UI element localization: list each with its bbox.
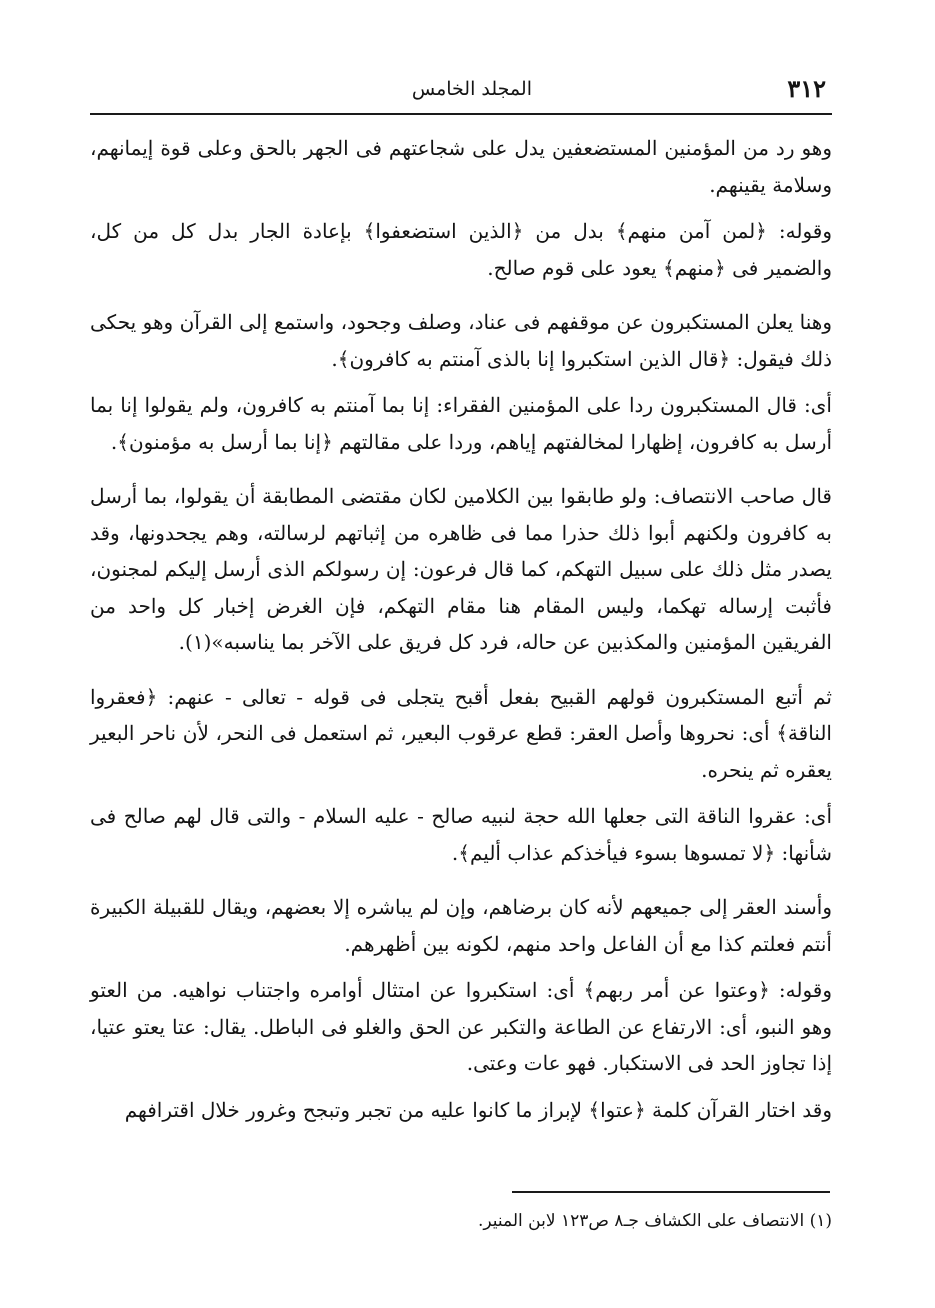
paragraph: وهنا يعلن المستكبرون عن موقفهم فى عناد، وصلف وجحود، واستمع إلى القرآن وهو يحكى ذلك فيقول: ﴿قال الذين استكبروا إنا بالذى آمنتم به كافرون﴾. <box>90 310 832 371</box>
footnote: (١) الانتصاف على الكشاف جـ٨ ص١٢٣ لابن المنير. <box>477 1211 832 1231</box>
page-header <box>90 70 832 110</box>
paragraph: ثم أتبع المستكبرون قولهم القبيح بفعل أقبح يتجلى فى قوله - تعالى - عنهم: ﴿فعقروا الناقة﴾ أى: نحروها وأصل العقر: قطع عرقوب البعير، ثم استعمل فى النحر، لأن ناحر البعير يعقره ثم ينحره. <box>90 684 832 782</box>
paragraph: وهو رد من المؤمنين المستضعفين يدل على شجاعتهم فى الجهر بالحق وعلى قوة إيمانهم، وسلامة يقينهم. <box>90 136 833 197</box>
paragraph: وأسند العقر إلى جميعهم لأنه كان برضاهم، وإن لم يباشره إلا بعضهم، ويقال للقبيلة الكبيرة أنتم فعلتم كذا مع أن الفاعل واحد منهم، لكونه بين أظهرهم. <box>90 895 832 956</box>
paragraph: قال صاحب الانتصاف: ولو طابقوا بين الكلامين لكان مقتضى المطابقة أن يقولوا، بما أرسل به كافرون ولكنهم أبوا ذلك حذرا مما فى ظاهره من إثباتهم لرسالته، وهم يجحدونها، وقد يصدر مثل ذلك على سبيل التهكم، كما قال فرعون: إن رسولكم الذى أرسل إليكم لمجنون، فأثبت إرساله تهكما، وليس المقام هنا مقام التهكم، فإن الغرض إخبار كل واحد من الفريقين المؤمنين والمكذبين عن حاله، فرد كل فريق على الآخر بما يناسبه»(١). <box>90 484 832 654</box>
paragraph: وقد اختار القرآن كلمة ﴿عتوا﴾ لإبراز ما كانوا عليه من تجبر وتبجح وغرور خلال اقترافهم <box>124 1097 832 1122</box>
running-title: المجلد الخامس <box>411 78 532 100</box>
footnote-rule <box>512 1191 830 1193</box>
header-rule <box>90 113 832 115</box>
body-text <box>90 130 832 1128</box>
paragraph: وقوله: ﴿لمن آمن منهم﴾ بدل من ﴿الذين استضعفوا﴾ بإعادة الجار بدل كل من كل، والضمير فى ﴿منهم﴾ يعود على قوم صالح. <box>90 219 832 280</box>
page-number: ٣١٢ <box>787 74 826 103</box>
paragraph: أى: عقروا الناقة التى جعلها الله حجة لنبيه صالح - عليه السلام - والتى قال لهم صالح فى شأنها: ﴿لا تمسوها بسوء فيأخذكم عذاب أليم﴾. <box>90 804 832 865</box>
paragraph: أى: قال المستكبرون ردا على المؤمنين الفقراء: إنا بما آمنتم به كافرون، ولم يقولوا إنا بما أرسل به كافرون، إظهارا لمخالفتهم إياهم، وردا على مقالتهم ﴿إنا بما أرسل به مؤمنون﴾. <box>90 393 832 454</box>
paragraph: وقوله: ﴿وعتوا عن أمر ربهم﴾ أى: استكبروا عن امتثال أوامره واجتناب نواهيه. من العتو وهو النبو، أى: الارتفاع عن الطاعة والتكبر عن الحق والغلو فى الباطل. يقال: عتا يعتو عتيا، إذا تجاوز الحد فى الاستكبار. فهو عات وعتى. <box>90 978 832 1075</box>
